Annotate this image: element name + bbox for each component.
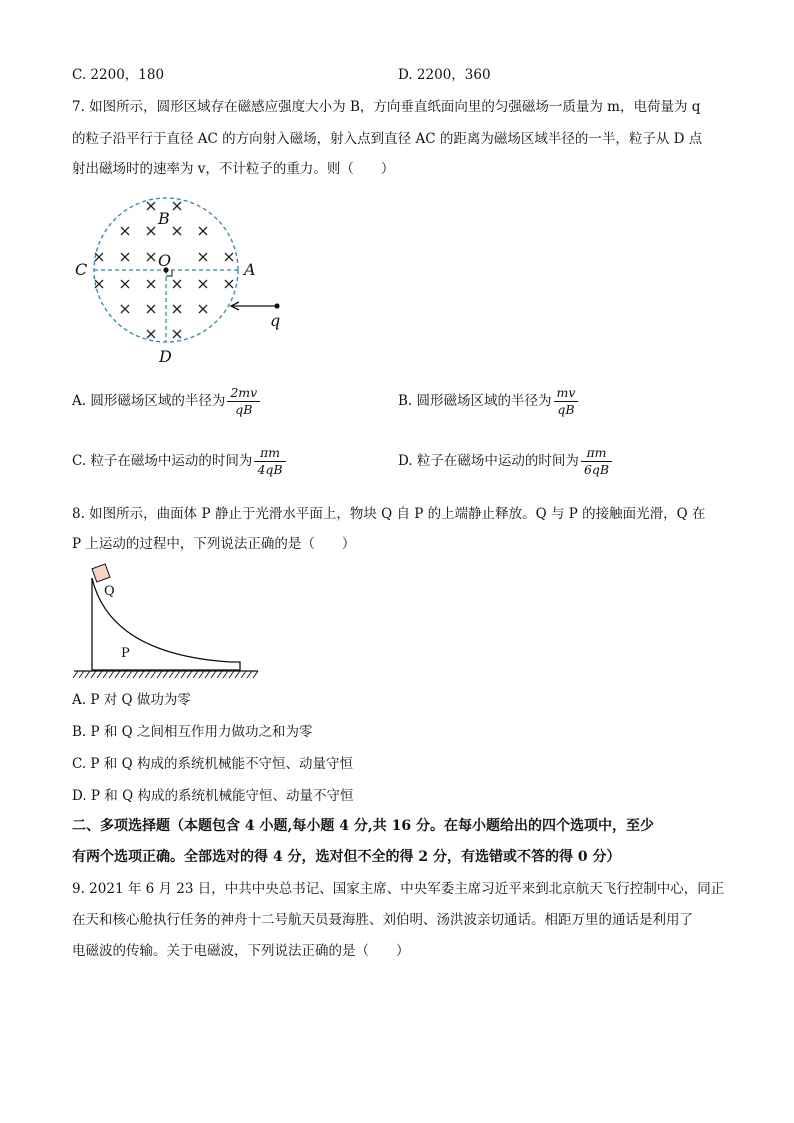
q7-option-c-fraction bbox=[254, 445, 285, 478]
label-particle-q: q bbox=[270, 311, 281, 330]
q7-option-b-fraction bbox=[554, 385, 579, 418]
fraction-denominator: qB bbox=[557, 402, 575, 417]
q8-option-a: A. P 对 Q 做功为零 bbox=[72, 692, 191, 708]
q8-option-c: C. P 和 Q 构成的系统机械能不守恒、动量守恒 bbox=[72, 756, 353, 772]
q7-option-b-text: B. 圆形磁场区域的半径为 bbox=[398, 393, 552, 409]
q8-option-d: D. P 和 Q 构成的系统机械能守恒、动量不守恒 bbox=[72, 788, 354, 804]
label-point-d: D bbox=[159, 347, 172, 366]
q7-stem-line-3: 射出磁场时的速率为 v，不计粒子的重力。则（ ） bbox=[72, 161, 395, 177]
label-point-a: A bbox=[244, 260, 256, 279]
fraction-denominator: qB bbox=[235, 402, 253, 417]
q9-stem-line-3: 电磁波的传输。关于电磁波，下列说法正确的是（ ） bbox=[72, 943, 410, 959]
q7-option-a bbox=[72, 385, 260, 418]
fraction-denominator: 4qB bbox=[257, 462, 283, 477]
q7-option-c-text: C. 粒子在磁场中运动的时间为 bbox=[72, 453, 253, 469]
label-point-c: C bbox=[75, 260, 88, 279]
q7-option-d bbox=[398, 445, 612, 478]
q7-option-a-text: A. 圆形磁场区域的半径为 bbox=[72, 393, 226, 409]
q8-stem-line-1: 8. 如图所示，曲面体 P 静止于光滑水平面上，物块 Q 自 P 的上端静止释放。Q 与 P 的接触面光滑，Q 在 bbox=[72, 506, 706, 522]
label-center-o: O bbox=[158, 251, 172, 270]
fraction-numerator: 2mv bbox=[227, 385, 260, 402]
q6-option-c: C. 2200，180 bbox=[72, 67, 165, 83]
label-point-b: B bbox=[158, 209, 170, 228]
q7-stem-line-2: 的粒子沿平行于直径 AC 的方向射入磁场，射入点到直径 AC 的距离为磁场区域半径的一半，粒子从 D 点 bbox=[72, 131, 703, 147]
q7-stem-line-1: 7. 如图所示，圆形区域存在磁感应强度大小为 B，方向垂直纸面向里的匀强磁场一质量为 m，电荷量为 q bbox=[72, 99, 701, 115]
q7-option-a-fraction bbox=[227, 385, 260, 418]
q9-stem-line-2: 在天和核心舱执行任务的神舟十二号航天员聂海胜、刘伯明、汤洪波亲切通话。相距万里的通话是利用了 bbox=[72, 912, 693, 928]
fraction-numerator: πm bbox=[254, 445, 285, 462]
q7-magnetic-field-figure bbox=[70, 192, 310, 372]
fraction-denominator: 6qB bbox=[583, 462, 610, 477]
q7-option-d-text: D. 粒子在磁场中运动的时间为 bbox=[398, 453, 579, 469]
q7-option-b bbox=[398, 385, 578, 418]
section-2-heading-line-2: 有两个选项正确。全部选对的得 4 分，选对但不全的得 2 分，有选错或不答的得 0 分） bbox=[72, 849, 621, 865]
label-curved-body-p: P bbox=[121, 646, 130, 661]
section-2-heading-line-1: 二、多项选择题（本题包含 4 小题,每小题 4 分,共 16 分。在每小题给出的四个选项中，至少 bbox=[72, 818, 654, 834]
q8-stem-line-2: P 上运动的过程中，下列说法正确的是（ ） bbox=[72, 536, 356, 552]
label-block-q: Q bbox=[104, 584, 115, 599]
q8-curved-block-figure bbox=[70, 562, 265, 682]
q7-option-c bbox=[72, 445, 286, 478]
q6-option-d: D. 2200，360 bbox=[398, 67, 491, 83]
q8-option-b: B. P 和 Q 之间相互作用力做功之和为零 bbox=[72, 724, 313, 740]
q9-stem-line-1: 9. 2021 年 6 月 23 日，中共中央总书记、国家主席、中央军委主席习近平来到北京航天飞行控制中心，同正 bbox=[72, 881, 725, 897]
q7-option-d-fraction bbox=[581, 445, 612, 478]
fraction-numerator: πm bbox=[581, 445, 612, 462]
fraction-numerator: mv bbox=[554, 385, 579, 402]
ground-hatching bbox=[73, 671, 258, 678]
